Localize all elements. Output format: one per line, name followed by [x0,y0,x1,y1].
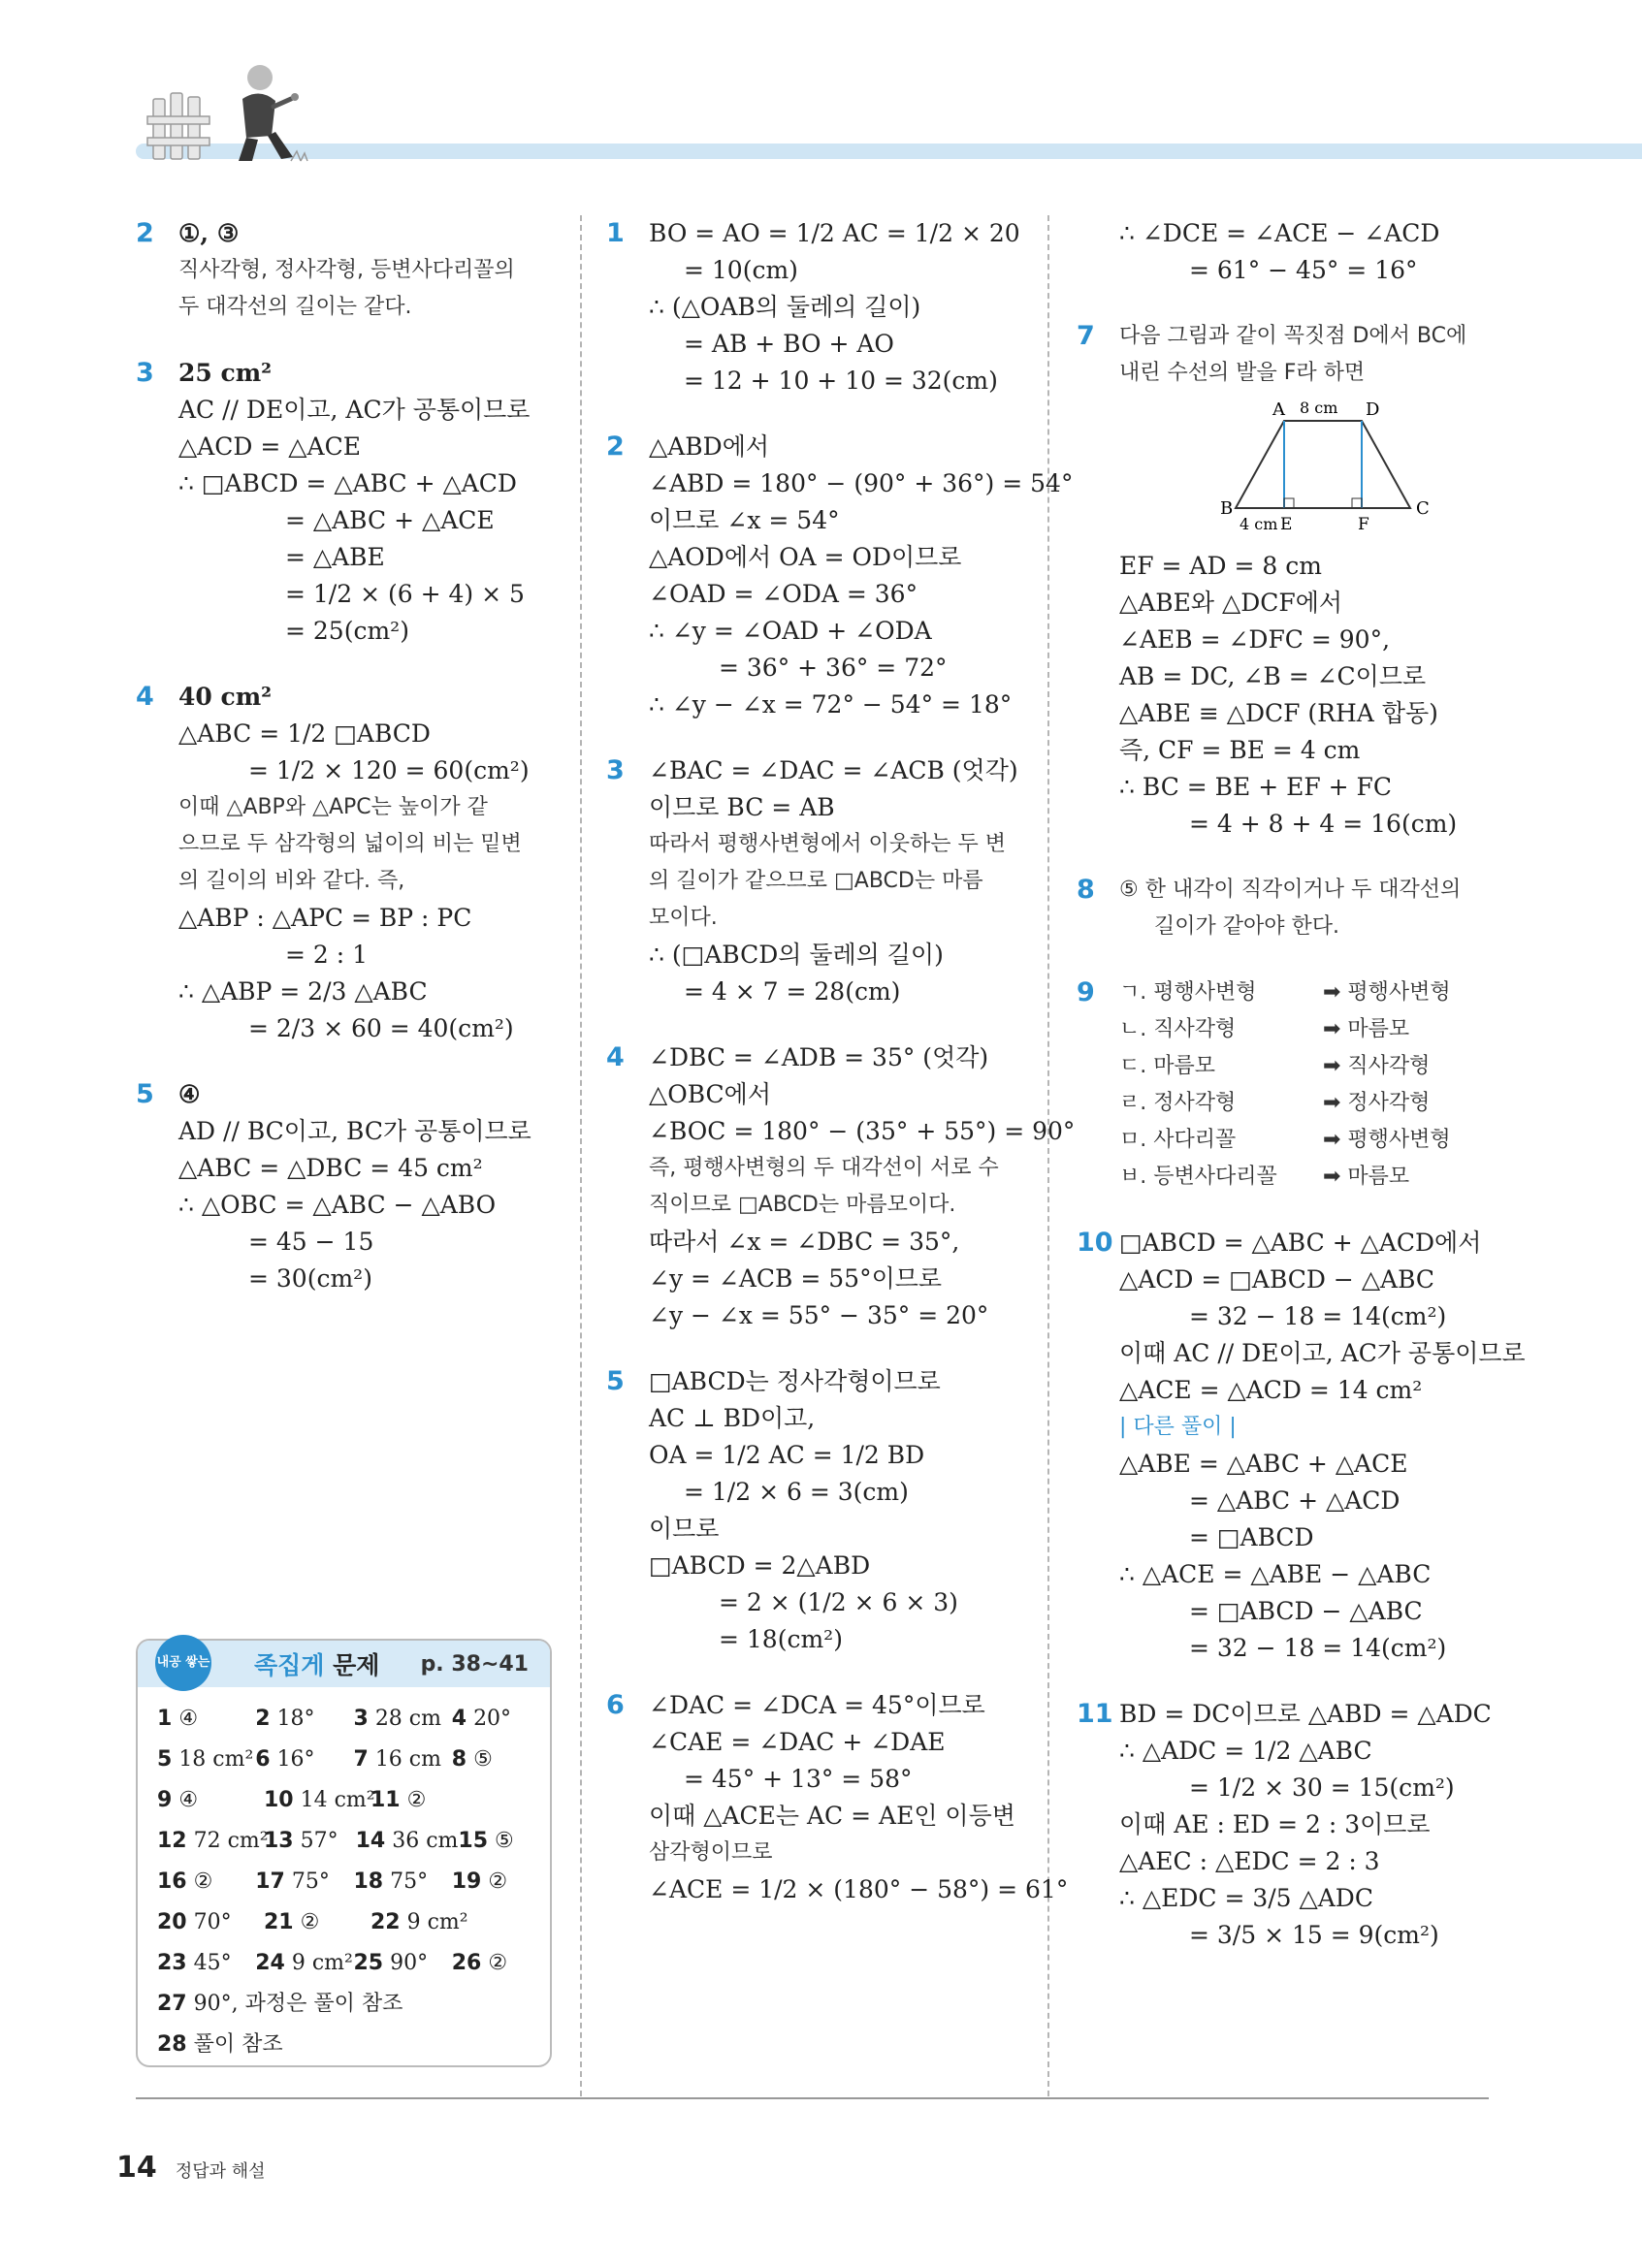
label-b: B [1220,498,1234,519]
answer-cell [356,1821,459,1862]
solution-line: △ABD에서 [649,432,769,461]
answer-number: 1 [157,1707,173,1731]
label-d: D [1366,399,1380,420]
answer-value: 9 cm² [406,1910,468,1934]
solution-line: = 3/5 × 15 = 9(cm²) [1189,1921,1439,1949]
answer-cell [452,1862,550,1902]
problem-8 [1077,872,1513,945]
mapping-row [1119,1085,1513,1122]
column-2 [606,215,1076,1937]
answer-number: 22 [370,1910,401,1934]
solution-line: ∠DBC = ∠ADB = 35° (엇각) [649,1043,989,1071]
problem-6 [606,1687,1069,1908]
solution-line: 으므로 두 삼각형의 넓이의 비는 밑변 [178,832,522,856]
problem-5 [136,1076,563,1297]
solution-line: 모이다. [649,906,718,930]
solution-line: 이때 △ABP와 △APC는 높이가 같 [178,795,488,819]
answer-row [157,1862,550,1902]
solution-line: △ABP : △APC = BP : PC [178,904,472,932]
solution-line: = △ABE [285,543,385,571]
answer-number: 25 [353,1951,384,1975]
solution-line: = 32 − 18 = 14(cm²) [1189,1302,1447,1330]
solution-line: △ABC = 1/2 □ABCD [178,719,431,748]
solution-line: 즉, 평행사변형의 두 대각선이 서로 수 [649,1156,999,1180]
problem-number: 5 [136,1079,154,1109]
problem-number: 3 [136,358,154,388]
gardener-mascot-icon [145,60,310,167]
answer-row [157,1780,550,1821]
answer-number: 2 [255,1707,271,1731]
answer-grid [138,1687,550,2065]
solution-line: 따라서 ∠x = ∠DBC = 35°, [649,1228,960,1256]
solution-line: = 2 × (1/2 × 6 × 3) [719,1588,958,1616]
box-badge: 내공 쌓는 [155,1635,211,1691]
footer-label: 정답과 해설 [175,2161,266,2182]
answer-value: 75° [291,1869,330,1894]
answer-cell [264,1821,356,1862]
answer-number: 26 [451,1951,482,1975]
answer-number: 9 [157,1788,173,1812]
alternate-solution-label: | 다른 풀이 | [1119,1415,1237,1439]
solution-line: = 45 − 15 [248,1228,374,1256]
solution-line: 이므로 [649,1515,720,1543]
solution-line: ∴ (△OAB의 둘레의 길이) [649,293,921,321]
column-divider [580,215,582,2096]
mapping-from: ㄹ. 정사각형 [1119,1091,1237,1115]
problem-number: 10 [1077,1228,1113,1258]
answer-value: 72 cm² [193,1829,269,1853]
answer-cell [370,1902,477,1943]
solution-line: ∴ □ABCD = △ABC + △ACD [178,469,517,497]
column-divider [1047,215,1049,2096]
answer-cell [452,1740,550,1780]
answer-cell [452,1943,550,1984]
answer-number: 20 [157,1910,187,1934]
solution-line: 직이므로 □ABCD는 마름모이다. [649,1193,956,1217]
answer-number: 19 [451,1869,482,1894]
problem-number: 1 [606,218,625,248]
mapping-from: ㅁ. 사다리꼴 [1119,1128,1237,1152]
problem-4 [606,1039,1076,1334]
solution-line: △AEC : △EDC = 2 : 3 [1119,1847,1380,1875]
solution-line: = 4 × 7 = 28(cm) [684,977,901,1006]
solution-line: = 18(cm²) [719,1625,843,1653]
problem-4 [136,679,563,1047]
answer-row [157,2025,550,2065]
answer: ④ [178,1080,201,1108]
solution-line: 이므로 ∠x = 54° [649,506,840,534]
column-3 [1077,215,1526,1983]
label-a: A [1272,399,1285,420]
mapping-from: ㄴ. 직사각형 [1119,1017,1237,1041]
answer-cell [157,2025,526,2065]
answer: 25 cm² [178,359,273,387]
solution-line: = □ABCD − △ABC [1189,1597,1423,1625]
answer-number: 17 [255,1869,285,1894]
answer-cell [157,1943,255,1984]
answer-value: ② [406,1788,427,1812]
answer-value: 45° [193,1951,232,1975]
answer-number: 27 [157,1992,187,2016]
solution-line: ∠AEB = ∠DFC = 90°, [1119,625,1391,654]
solution-line: ∴ △EDC = 3/5 △ADC [1119,1884,1373,1912]
page-number: 14 [116,2151,157,2185]
solution-line: EF = AD = 8 cm [1119,552,1322,580]
solution-line: ∠OAD = ∠ODA = 36° [649,580,918,608]
solution-line: ∠DAC = ∠DCA = 45°이므로 [649,1691,985,1719]
answer-cell [452,1699,550,1740]
solution-line: BO = AO = 1/2 AC = 1/2 × 20 [649,219,1020,247]
solution-line: AC ⊥ BD이고, [649,1404,816,1432]
box-title-text: 문제 [324,1651,380,1679]
answer-value: 28 cm [374,1707,441,1731]
footer-rule [136,2097,1489,2099]
problem-2 [606,429,1074,723]
right-angle-mark [1284,498,1294,508]
answer-cell [354,1740,452,1780]
answer-value: ④ [178,1707,199,1731]
solution-line: △ABE = △ABC + △ACE [1119,1450,1408,1478]
answer-cell [354,1943,452,1984]
solution-line: = △ABC + △ACE [285,506,495,534]
solution-line: = 45° + 13° = 58° [684,1765,913,1793]
solution-line: 즉, CF = BE = 4 cm [1119,736,1361,764]
problem-number: 3 [606,755,625,785]
solution-line: = 1/2 × (6 + 4) × 5 [285,580,525,608]
trapezoid-figure [1216,392,1468,537]
answer-cell [255,1943,353,1984]
solution-line: △ACE = △ACD = 14 cm² [1119,1376,1423,1404]
quick-answer-box [136,1639,552,2067]
mapping-row [1119,1122,1513,1159]
solution-line: ∴ ∠y = ∠OAD + ∠ODA [649,617,932,645]
answer-cell [255,1740,353,1780]
mapping-from: ㄷ. 마름모 [1119,1054,1215,1078]
answer-number: 21 [264,1910,294,1934]
answer-value: 18° [276,1707,315,1731]
problem-number: 7 [1077,321,1095,351]
answer-number: 23 [157,1951,187,1975]
answer-number: 14 [355,1829,386,1853]
answer-number: 16 [157,1869,187,1894]
solution-line: △AOD에서 OA = OD이므로 [649,543,962,571]
label-e: E [1280,515,1293,534]
solution-line: OA = 1/2 AC = 1/2 BD [649,1441,925,1469]
answer: ①, ③ [178,219,240,247]
mapping-row [1119,1159,1513,1196]
answer-number: 24 [255,1951,285,1975]
mapping-row [1119,1011,1513,1048]
solution-line: ∴ △OBC = △ABC − △ABO [178,1191,497,1219]
problem-number: 9 [1077,977,1095,1007]
solution-line: 다음 그림과 같이 꼭짓점 D에서 BC에 [1119,324,1467,348]
solution-line: 이므로 BC = AB [649,793,835,821]
label-top-length: 8 cm [1300,399,1338,417]
answer-cell [157,1984,526,2025]
problem-3 [136,355,563,650]
answer-value: ② [488,1951,508,1975]
answer-cell [157,1862,255,1902]
answer-value: ⑤ [495,1829,514,1853]
right-angle-mark [1352,498,1362,508]
solution-line: 따라서 평행사변형에서 이웃하는 두 변 [649,832,1007,856]
answer-cell [264,1780,375,1821]
answer-number: 7 [353,1747,369,1772]
answer-number: 15 [458,1829,489,1853]
mapping-to: ➡ 마름모 [1323,1017,1410,1041]
solution-line: = 2 : 1 [285,941,369,969]
solution-line: 길이가 같아야 한다. [1154,914,1339,939]
solution-line: 의 길이의 비와 같다. 즉, [178,869,405,893]
solution-line: AD // BC이고, BC가 공통이므로 [178,1117,531,1145]
solution-line: = AB + BO + AO [684,330,894,358]
solution-line: △ABC = △DBC = 45 cm² [178,1154,483,1182]
answer-value: 18 cm² [178,1747,254,1772]
answer-value: 9 cm² [291,1951,353,1975]
problem-9 [1077,974,1513,1196]
solution-line: ∠CAE = ∠DAC + ∠DAE [649,1728,946,1756]
solution-line: = □ABCD [1189,1523,1314,1551]
solution-line: ∴ ∠DCE = ∠ACE − ∠ACD [1119,219,1440,247]
answer-value: 14 cm² [300,1788,375,1812]
answer-value: 풀이 참조 [193,2032,283,2057]
answer-cell [157,1780,264,1821]
problem-1 [606,215,1033,399]
answer-value: 90° [390,1951,429,1975]
solution-line: ∠y = ∠ACB = 55°이므로 [649,1264,943,1293]
answer-number: 18 [353,1869,384,1894]
box-title [254,1646,379,1681]
answer-number: 4 [451,1707,467,1731]
solution-line: = 1/2 × 6 = 3(cm) [684,1478,909,1506]
solution-line: BD = DC이므로 △ABD = △ADC [1119,1700,1492,1728]
solution-line: = 10(cm) [684,256,798,284]
solution-line: 직사각형, 정사각형, 등변사다리꼴의 [178,258,515,282]
solution-line: = 2/3 × 60 = 40(cm²) [248,1014,514,1042]
answer-number: 11 [370,1788,401,1812]
mapping-row [1119,1048,1513,1085]
answer-value: 20° [473,1707,512,1731]
column-1 [136,215,563,1326]
answer-row [157,1740,550,1780]
box-header [138,1641,550,1687]
solution-line: 내린 수선의 발을 F라 하면 [1119,361,1366,385]
solution-line: 이때 AE : ED = 2 : 3이므로 [1119,1810,1431,1838]
answer-cell [157,1699,255,1740]
solution-line: ∠BOC = 180° − (35° + 55°) = 90° [649,1117,1076,1145]
answer-row [157,1902,550,1943]
problem-number: 5 [606,1366,625,1396]
answer-cell [458,1821,550,1862]
mapping-to: ➡ 직사각형 [1323,1054,1431,1078]
problem-11 [1077,1696,1513,1954]
answer-number: 3 [353,1707,369,1731]
label-be-length: 4 cm [1240,515,1278,533]
solution-line: 이때 AC // DE이고, AC가 공통이므로 [1119,1339,1526,1367]
answer-row [157,1699,550,1740]
solution-line: 삼각형이므로 [649,1840,773,1865]
label-f: F [1358,515,1369,534]
answer-cell [255,1862,353,1902]
solution-line: 두 대각선의 길이는 같다. [178,295,412,319]
solution-line: = 25(cm²) [285,617,409,645]
mapping-row [1119,974,1513,1011]
solution-line: ∠ACE = 1/2 × (180° − 58°) = 61° [649,1875,1069,1903]
box-page-range: p. 38~41 [420,1651,529,1677]
mapping-from: ㅂ. 등변사다리꼴 [1119,1165,1277,1189]
answer-number: 13 [264,1829,294,1853]
solution-line: ∴ △ADC = 1/2 △ABC [1119,1737,1372,1765]
problem-number: 6 [606,1690,625,1720]
solution-line: ∠ABD = 180° − (90° + 36°) = 54° [649,469,1074,497]
header-band [136,144,1642,159]
solution-line: □ABCD는 정사각형이므로 [649,1367,941,1395]
solution-line: ∴ BC = BE + EF + FC [1119,773,1393,801]
answer-value: 16 cm [374,1747,441,1772]
problem-6-continued [1077,215,1513,289]
solution-line: ∴ △ABP = 2/3 △ABC [178,977,428,1006]
answer-cell [157,1740,255,1780]
answer-number: 6 [255,1747,271,1772]
solution-line: = 32 − 18 = 14(cm²) [1189,1634,1447,1662]
answer-value: ② [193,1869,213,1894]
solution-line: △ABE ≡ △DCF (RHA 합동) [1119,699,1438,727]
mapping-from: ㄱ. 평행사변형 [1119,980,1257,1005]
solution-line: △ACD = □ABCD − △ABC [1119,1265,1435,1294]
solution-line: ∠BAC = ∠DAC = ∠ACB (엇각) [649,756,1018,784]
page-footer [116,2151,266,2185]
problem-number: 2 [136,218,154,248]
solution-line: = 12 + 10 + 10 = 32(cm) [684,367,998,395]
label-c: C [1416,498,1430,519]
problem-number: 2 [606,431,625,462]
solution-line: □ABCD = 2△ABD [649,1551,871,1580]
problem-number: 4 [136,682,154,712]
solution-line: ∴ ∠y − ∠x = 72° − 54° = 18° [649,690,1013,719]
solution-line: 이때 △ACE는 AC = AE인 이등변 [649,1802,1015,1830]
answer-number: 12 [157,1829,187,1853]
answer-value: ④ [178,1788,199,1812]
solution-line: △ABE와 △DCF에서 [1119,589,1343,617]
answer-cell [157,1821,269,1862]
solution-line: △ACD = △ACE [178,432,361,461]
problem-number: 11 [1077,1699,1113,1729]
problem-3 [606,752,1033,1010]
mapping-to: ➡ 정사각형 [1323,1091,1431,1115]
answer-value: ⑤ [473,1747,493,1772]
solution-line: AC // DE이고, AC가 공통이므로 [178,396,531,424]
answer-value: 70° [193,1910,232,1934]
solution-line: △OBC에서 [649,1080,771,1108]
answer-value: ② [300,1910,320,1934]
answer: 40 cm² [178,683,273,711]
solution-line: = 1/2 × 120 = 60(cm²) [248,756,530,784]
solution-line: ∴ △ACE = △ABE − △ABC [1119,1560,1432,1588]
answer-cell [370,1780,477,1821]
problem-10 [1077,1225,1526,1667]
solution-line: ∠y − ∠x = 55° − 35° = 20° [649,1301,989,1329]
answer-number: 28 [157,2032,187,2057]
solution-line: = 61° − 45° = 16° [1189,256,1418,284]
answer-number: 5 [157,1747,173,1772]
problem-7 [1077,318,1513,843]
answer-row [157,1984,550,2025]
solution-line: = △ABC + △ACD [1189,1486,1401,1515]
answer-value: 36 cm [392,1829,459,1853]
mapping-to: ➡ 평행사변형 [1323,1128,1451,1152]
answer-cell [354,1699,452,1740]
solution-line: = 36° + 36° = 72° [719,654,948,682]
problem-5 [606,1363,1033,1658]
problem-2 [136,215,563,326]
answer-value: 57° [300,1829,338,1853]
mapping-to: ➡ 평행사변형 [1323,980,1451,1005]
trapezoid-shape [1236,421,1410,508]
solution-line: ⑤ 한 내각이 직각이거나 두 대각선의 [1119,878,1462,902]
solution-line: = 1/2 × 30 = 15(cm²) [1189,1773,1455,1802]
answer-row [157,1943,550,1984]
answer-cell [255,1699,353,1740]
answer-cell [354,1862,452,1902]
solution-line: ∴ (□ABCD의 둘레의 길이) [649,941,944,969]
answer-value: ② [488,1869,508,1894]
answer-cell [264,1902,370,1943]
answer-value: 16° [276,1747,315,1772]
answer-number: 10 [264,1788,294,1812]
solution-line: = 30(cm²) [248,1264,372,1293]
answer-row [157,1821,550,1862]
answer-cell [157,1902,264,1943]
solution-line: = 4 + 8 + 4 = 16(cm) [1189,810,1458,838]
answer-value: 75° [390,1869,429,1894]
answer-number: 8 [451,1747,467,1772]
mapping-to: ➡ 마름모 [1323,1165,1410,1189]
solution-line: □ABCD = △ABC + △ACD에서 [1119,1229,1482,1257]
box-title-accent: 족집게 [254,1651,325,1679]
answer-value: 90°, 과정은 풀이 참조 [193,1992,403,2016]
problem-number: 8 [1077,875,1095,905]
solution-line: 의 길이가 같으므로 □ABCD는 마름 [649,869,983,893]
problem-number: 4 [606,1042,625,1072]
solution-line: AB = DC, ∠B = ∠C이므로 [1119,662,1427,690]
